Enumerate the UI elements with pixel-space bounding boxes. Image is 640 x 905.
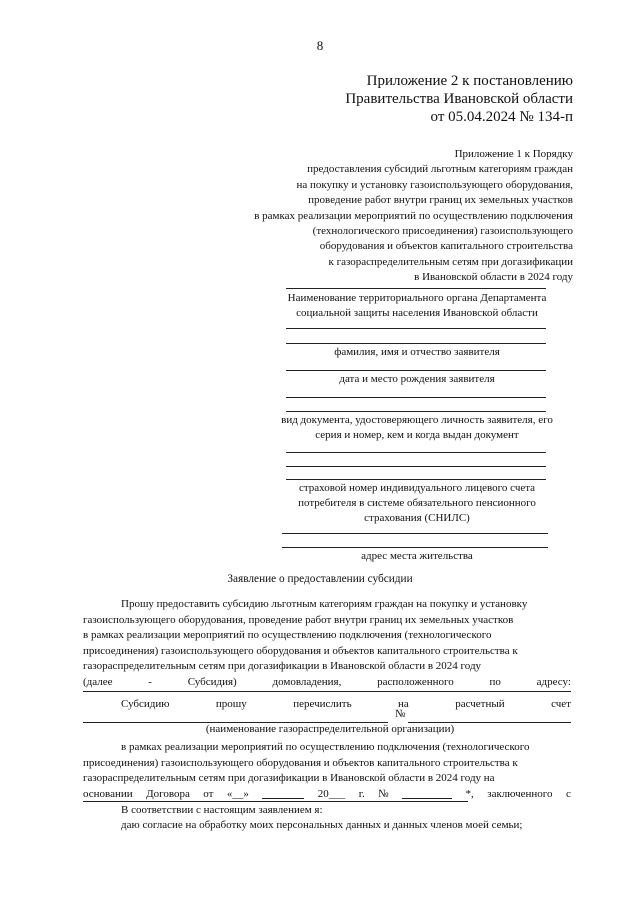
paragraph-line: в рамках реализации мероприятий по осуществлению подключения (технологического xyxy=(121,741,530,753)
number-sign: № xyxy=(395,708,406,720)
caption-line: вид документа, удостоверяющего личность заявителя, его xyxy=(281,414,553,426)
appendix-1-line: оборудования и объектов капитального строительства xyxy=(319,240,573,253)
appendix-2-line: от 05.04.2024 № 134-п xyxy=(430,109,573,125)
territorial-body-caption xyxy=(262,291,572,321)
blank-line xyxy=(286,411,546,412)
contract-month-blank[interactable] xyxy=(262,787,304,799)
word: № xyxy=(378,787,389,800)
appendix-2-header xyxy=(345,72,573,126)
word: адресу: xyxy=(536,675,571,688)
blank-line xyxy=(286,370,546,371)
appendix-1-header xyxy=(254,147,573,286)
blank-line xyxy=(286,328,546,329)
line-text: в рамках реализации мероприятий по осуществлению подключения (технологического xyxy=(83,629,492,641)
organization-caption: (наименование газораспределительной организации) xyxy=(205,723,455,735)
blank-line xyxy=(286,397,546,398)
consent-intro: В соответствии с настоящим заявлением я: xyxy=(121,804,323,816)
blank-line xyxy=(286,479,546,480)
word: Договора xyxy=(146,787,190,800)
contract-number-blank[interactable] xyxy=(402,787,452,799)
appendix-1-line: проведение работ внутри границ их земельных участков xyxy=(308,194,573,207)
caption-line: Наименование территориального органа Департамента xyxy=(287,292,547,304)
paragraph-line xyxy=(83,675,571,691)
address-blank-line[interactable] xyxy=(83,691,571,692)
line-text: газоиспользующего оборудования, проведение работ внутри границ их земельных участков xyxy=(83,613,514,626)
word: по xyxy=(489,675,501,688)
line-text: присоединения) газоиспользующего оборудования и объектов капитального строительства к xyxy=(83,756,518,769)
caption-line: социальной защиты населения Ивановской области xyxy=(296,307,538,319)
word: перечислить xyxy=(293,698,352,710)
appendix-2-line: Приложение 2 к постановлению xyxy=(366,73,573,89)
address-caption: адрес места жительства xyxy=(361,550,473,562)
blank-line xyxy=(286,343,546,344)
blank-line xyxy=(286,452,546,453)
blank-line xyxy=(286,466,546,467)
contract-year: 20___ xyxy=(317,787,346,800)
contract-party-blank-line[interactable] xyxy=(83,801,468,802)
word: - xyxy=(148,675,152,688)
paragraph-account xyxy=(121,697,571,713)
appendix-1-line: на покупку и установку газоиспользующего оборудования, xyxy=(296,178,573,191)
appendix-1-line: Приложение 1 к Порядку xyxy=(454,148,573,160)
appendix-1-line: предоставления субсидий льготным категориям граждан xyxy=(307,163,573,176)
paragraph-line xyxy=(83,787,571,803)
application-title: Заявление о предоставлении субсидии xyxy=(227,573,413,585)
line-text: газораспределительным сетям при догазификации в Ивановской области в 2024 году на xyxy=(83,772,495,784)
appendix-2-line: Правительства Ивановской области xyxy=(345,91,573,107)
word: заключенного xyxy=(487,787,553,800)
appendix-1-line: в рамках реализации мероприятий по осуществлению подключения xyxy=(254,209,573,222)
paragraph-line xyxy=(83,771,571,787)
line-text: присоединения) газоиспользующего оборудования и объектов капитального строительства к xyxy=(83,644,518,657)
word: домовладения, xyxy=(272,675,342,688)
birth-caption: дата и место рождения заявителя xyxy=(339,373,495,385)
blank-line xyxy=(282,547,548,548)
paragraph-contract xyxy=(83,740,571,802)
word: прошу xyxy=(215,698,247,710)
paragraph-line xyxy=(83,756,571,772)
contract-day: «__» xyxy=(226,787,249,800)
paragraph-line xyxy=(83,659,571,675)
word: Субсидию xyxy=(121,698,170,710)
caption-line: страховой номер индивидуального лицевого счета xyxy=(298,482,536,494)
paragraph-line xyxy=(83,628,571,644)
word: расположенного xyxy=(377,675,454,688)
word: с xyxy=(565,787,571,800)
word: основании xyxy=(83,787,133,800)
caption-line: потребителя в системе обязательного пенсионного xyxy=(298,497,536,509)
word: от xyxy=(203,787,214,800)
caption-line: серия и номер, кем и когда выдан документ xyxy=(315,429,519,441)
word: счет xyxy=(551,698,571,710)
appendix-1-line: (технологического присоединения) газоиспользующего xyxy=(312,225,573,238)
blank-line xyxy=(286,288,546,289)
page-number: 8 xyxy=(316,38,324,53)
appendix-1-line: к газораспределительным сетям при догазификации xyxy=(328,255,573,268)
word: на xyxy=(398,698,409,710)
word: *, xyxy=(465,787,474,800)
word: г. xyxy=(358,787,365,800)
caption-line: страхования (СНИЛС) xyxy=(364,512,470,524)
identity-document-caption xyxy=(252,413,582,443)
appendix-1-line: в Ивановской области в 2024 году xyxy=(414,271,573,284)
paragraph-request xyxy=(83,597,571,690)
paragraph-line xyxy=(83,613,571,629)
paragraph-line xyxy=(83,644,571,660)
word: Субсидия) xyxy=(187,675,237,688)
consent-line: даю согласие на обработку моих персональных данных и данных членов моей семьи; xyxy=(121,819,523,831)
blank-line xyxy=(282,533,548,534)
word: (далее xyxy=(83,675,113,688)
word: расчетный xyxy=(455,698,505,710)
snils-caption xyxy=(262,481,572,526)
line-text: газораспределительным сетям при догазификации в Ивановской области в 2024 году xyxy=(83,660,482,672)
paragraph-line: Прошу предоставить субсидию льготным категориям граждан на покупку и установку xyxy=(121,598,528,610)
full-name-caption: фамилия, имя и отчество заявителя xyxy=(334,346,500,358)
